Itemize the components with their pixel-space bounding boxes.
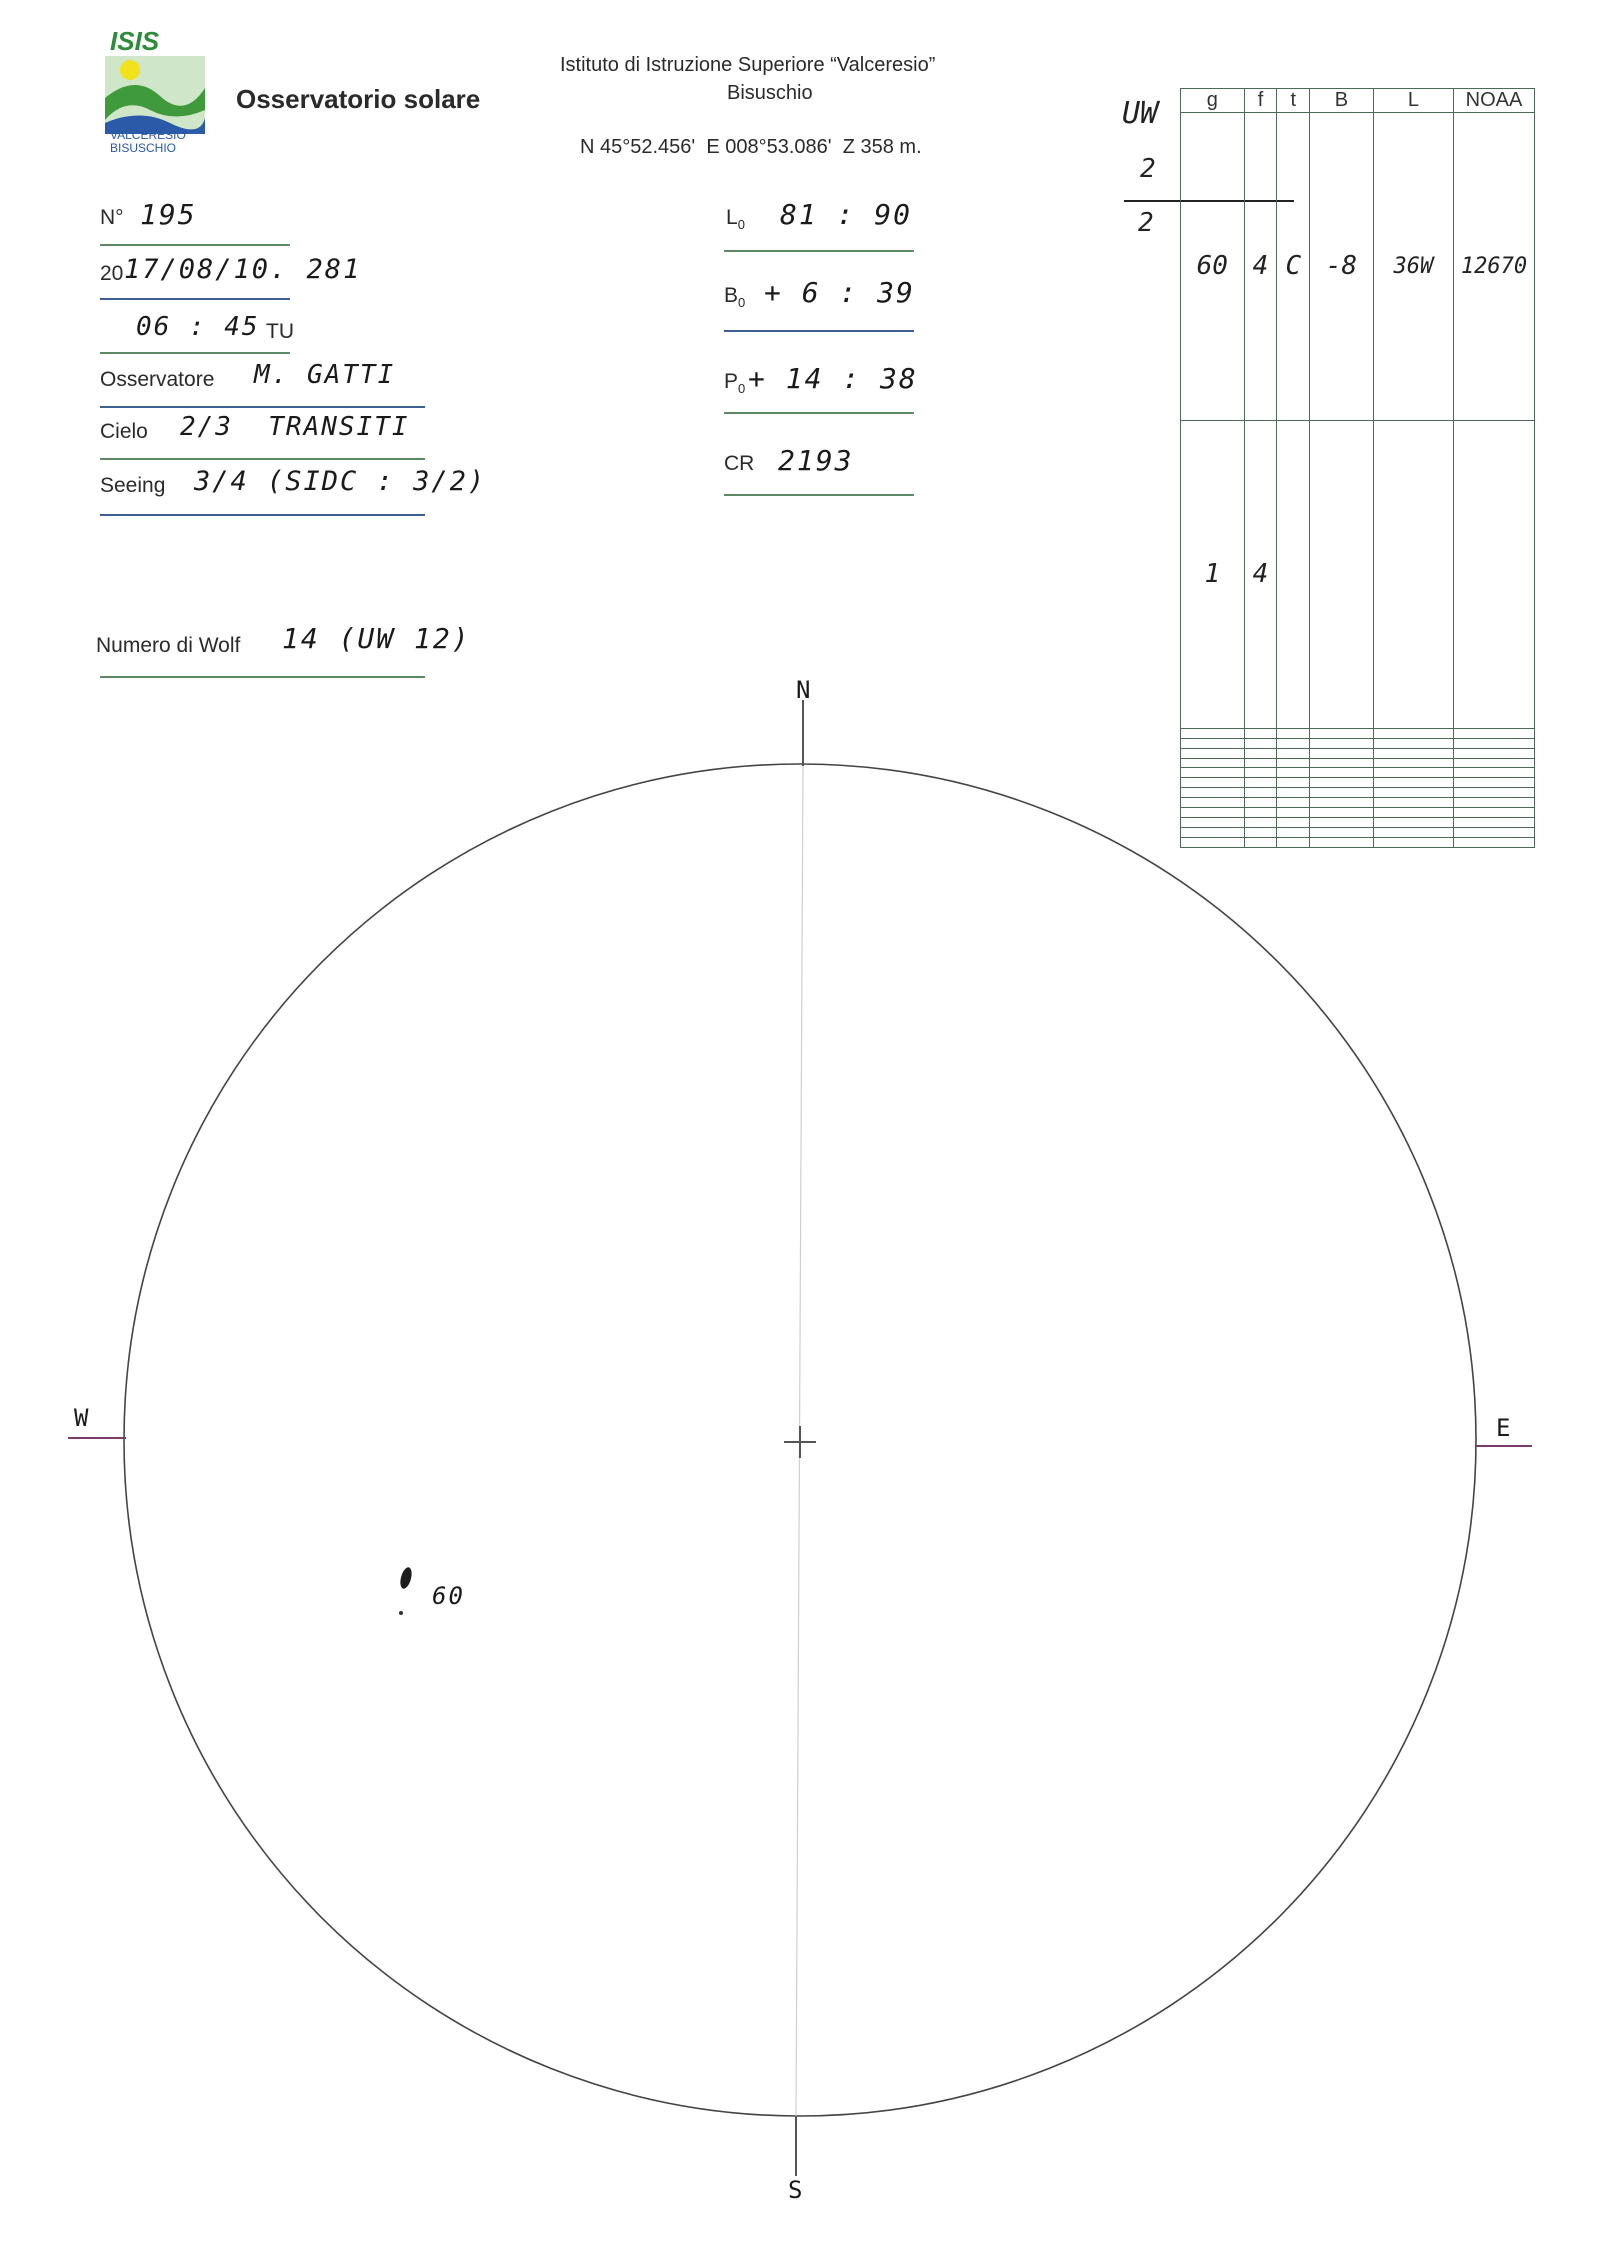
- table-cell-noaa[interactable]: [1454, 768, 1535, 778]
- table-cell-f[interactable]: [1244, 758, 1277, 768]
- number-underline: [100, 244, 290, 246]
- sky-label: Cielo: [100, 420, 148, 443]
- wolf-underline: [100, 676, 425, 678]
- table-cell-noaa[interactable]: [1454, 748, 1535, 758]
- time-underline: [100, 352, 290, 354]
- table-cell-g[interactable]: [1181, 728, 1245, 738]
- table-row: [1181, 837, 1535, 847]
- table-cell-g[interactable]: [1181, 788, 1245, 798]
- table-cell-t[interactable]: [1277, 738, 1310, 748]
- table-cell-noaa[interactable]: [1454, 778, 1535, 788]
- table-cell-l[interactable]: [1373, 798, 1453, 808]
- column-header-g: g: [1181, 89, 1245, 113]
- table-cell-b[interactable]: [1310, 728, 1374, 738]
- sky-value[interactable]: 2/3 TRANSITI: [180, 412, 410, 442]
- table-cell-f[interactable]: [1244, 837, 1277, 847]
- table-row: [1181, 828, 1535, 838]
- column-header-b: B: [1310, 89, 1374, 113]
- table-cell-noaa[interactable]: [1454, 788, 1535, 798]
- table-cell-b[interactable]: [1310, 818, 1374, 828]
- table-row: [1181, 748, 1535, 758]
- number-value[interactable]: 195: [140, 198, 197, 231]
- table-cell-f[interactable]: [1244, 788, 1277, 798]
- observer-underline: [100, 406, 425, 408]
- column-header-t: t: [1277, 89, 1310, 113]
- seeing-underline: [100, 514, 425, 516]
- table-cell-f[interactable]: [1244, 768, 1277, 778]
- table-cell-t[interactable]: [1277, 420, 1310, 728]
- table-cell-f[interactable]: [1244, 778, 1277, 788]
- sunspot-group-60-small: [399, 1611, 403, 1615]
- table-cell-l[interactable]: [1373, 768, 1453, 778]
- table-cell-b[interactable]: [1310, 798, 1374, 808]
- logo-caption-1: VALCERESIO: [110, 128, 186, 142]
- uw-value-row1[interactable]: 2: [1140, 154, 1156, 184]
- table-cell-f[interactable]: [1244, 738, 1277, 748]
- sky-underline: [100, 458, 425, 460]
- institute-town: Bisuschio: [727, 82, 813, 104]
- wolf-value[interactable]: 14 (UW 12): [282, 622, 471, 655]
- table-cell-b[interactable]: [1310, 758, 1374, 768]
- p0-label: [724, 370, 745, 396]
- table-cell-noaa[interactable]: [1454, 758, 1535, 768]
- table-cell-l[interactable]: [1373, 420, 1453, 728]
- table-cell-noaa[interactable]: [1454, 818, 1535, 828]
- table-row: [1181, 778, 1535, 788]
- observatory-coordinates: N 45°52.456' E 008°53.086' Z 358 m.: [580, 136, 922, 158]
- table-cell-g[interactable]: [1181, 798, 1245, 808]
- table-cell-l[interactable]: [1373, 728, 1453, 738]
- table-cell-t[interactable]: [1277, 788, 1310, 798]
- sunspot-group-60-umbra: [398, 1566, 413, 1590]
- table-header-row: [1181, 89, 1535, 113]
- table-cell-f[interactable]: [1244, 818, 1277, 828]
- table-cell-b[interactable]: -8: [1310, 113, 1374, 421]
- page-title: Osservatorio solare: [236, 84, 481, 114]
- table-cell-g[interactable]: [1181, 837, 1245, 847]
- date-underline: [100, 298, 290, 300]
- seeing-value[interactable]: 3/4 (SIDC : 3/2): [194, 466, 487, 497]
- table-cell-g[interactable]: 60: [1181, 113, 1245, 421]
- uw-value-row2[interactable]: 2: [1138, 208, 1154, 238]
- table-row: [1181, 768, 1535, 778]
- column-header-noaa: NOAA: [1454, 89, 1535, 113]
- cr-value[interactable]: 2193: [778, 444, 854, 477]
- table-cell-l[interactable]: [1373, 758, 1453, 768]
- table-cell-t[interactable]: [1277, 758, 1310, 768]
- table-cell-l[interactable]: [1373, 837, 1453, 847]
- table-cell-t[interactable]: [1277, 728, 1310, 738]
- time-unit: TU: [266, 320, 294, 343]
- l0-label: [726, 206, 745, 232]
- date-prefix: 20: [100, 262, 124, 285]
- table-cell-b[interactable]: [1310, 768, 1374, 778]
- table-cell-f[interactable]: [1244, 748, 1277, 758]
- seeing-label: Seeing: [100, 474, 166, 497]
- table-row: [1181, 818, 1535, 828]
- wolf-label: Numero di Wolf: [96, 634, 241, 657]
- table-cell-l[interactable]: [1373, 808, 1453, 818]
- table-row: [1181, 728, 1535, 738]
- table-cell-t[interactable]: [1277, 837, 1310, 847]
- east-label: E: [1496, 1414, 1513, 1442]
- table-cell-g[interactable]: 1: [1181, 420, 1245, 728]
- table-cell-noaa[interactable]: [1454, 837, 1535, 847]
- l0-value[interactable]: 81 : 90: [780, 198, 913, 231]
- l0-letter: L: [726, 206, 738, 229]
- table-cell-l[interactable]: 36W: [1373, 113, 1453, 421]
- north-label: N: [796, 676, 813, 704]
- table-cell-noaa[interactable]: [1454, 420, 1535, 728]
- institute-logo: [100, 28, 220, 158]
- table-cell-t[interactable]: [1277, 768, 1310, 778]
- table-cell-g[interactable]: [1181, 818, 1245, 828]
- table-cell-f[interactable]: [1244, 728, 1277, 738]
- table-cell-g[interactable]: [1181, 738, 1245, 748]
- logo-sun: [120, 60, 140, 80]
- table-cell-b[interactable]: [1310, 828, 1374, 838]
- table-cell-f[interactable]: [1244, 798, 1277, 808]
- table-cell-g[interactable]: [1181, 758, 1245, 768]
- west-label: W: [74, 1404, 91, 1432]
- p0-subscript: 0: [738, 381, 746, 397]
- table-cell-g[interactable]: [1181, 748, 1245, 758]
- table-cell-t[interactable]: C: [1277, 113, 1310, 421]
- table-cell-b[interactable]: [1310, 788, 1374, 798]
- b0-underline: [724, 330, 914, 332]
- table-cell-b[interactable]: [1310, 738, 1374, 748]
- observer-label: Osservatore: [100, 368, 215, 391]
- table-cell-f[interactable]: 4: [1244, 420, 1277, 728]
- table-row: [1181, 113, 1535, 421]
- table-cell-f[interactable]: [1244, 808, 1277, 818]
- observer-value[interactable]: M. GATTI: [254, 360, 396, 390]
- table-cell-noaa[interactable]: 12670: [1454, 113, 1535, 421]
- table-cell-noaa[interactable]: [1454, 828, 1535, 838]
- table-cell-t[interactable]: [1277, 748, 1310, 758]
- table-cell-b[interactable]: [1310, 748, 1374, 758]
- south-label: S: [788, 2176, 805, 2204]
- column-header-l: L: [1373, 89, 1453, 113]
- logo-caption-2: BISUSCHIO: [110, 141, 177, 155]
- table-cell-g[interactable]: [1181, 828, 1245, 838]
- table-cell-noaa[interactable]: [1454, 798, 1535, 808]
- table-cell-f[interactable]: [1244, 828, 1277, 838]
- number-label: N°: [100, 206, 124, 229]
- sunspot-group-label: 60: [432, 1582, 465, 1610]
- table-body: [1181, 113, 1535, 848]
- p0-letter: P: [724, 370, 739, 393]
- table-row: [1181, 808, 1535, 818]
- table-cell-noaa[interactable]: [1454, 738, 1535, 748]
- table-row: [1181, 758, 1535, 768]
- b0-letter: B: [724, 284, 739, 307]
- table-cell-t[interactable]: [1277, 818, 1310, 828]
- uw-header: UW: [1122, 96, 1159, 131]
- table-cell-noaa[interactable]: [1454, 728, 1535, 738]
- table-row: [1181, 420, 1535, 728]
- b0-subscript: 0: [738, 295, 746, 311]
- table-cell-t[interactable]: [1277, 798, 1310, 808]
- table-cell-f[interactable]: 4: [1244, 113, 1277, 421]
- table-cell-g[interactable]: [1181, 808, 1245, 818]
- table-cell-t[interactable]: [1277, 778, 1310, 788]
- date-value[interactable]: 17/08/10. 281: [124, 254, 362, 285]
- p0-underline: [724, 412, 914, 414]
- institute-name: Istituto di Istruzione Superiore “Valceresio”: [560, 54, 936, 76]
- table-cell-b[interactable]: [1310, 837, 1374, 847]
- table-cell-l[interactable]: [1373, 818, 1453, 828]
- b0-label: [724, 284, 745, 310]
- table-cell-l[interactable]: [1373, 778, 1453, 788]
- table-cell-g[interactable]: [1181, 778, 1245, 788]
- table-row: [1181, 738, 1535, 748]
- time-value[interactable]: 06 : 45: [136, 312, 260, 342]
- solar-disk-outline: [124, 764, 1476, 2116]
- table-cell-l[interactable]: [1373, 828, 1453, 838]
- p0-value[interactable]: + 14 : 38: [748, 362, 918, 395]
- table-cell-b[interactable]: [1310, 778, 1374, 788]
- l0-underline: [724, 250, 914, 252]
- table-cell-t[interactable]: [1277, 828, 1310, 838]
- table-cell-noaa[interactable]: [1454, 808, 1535, 818]
- table-cell-l[interactable]: [1373, 738, 1453, 748]
- table-cell-b[interactable]: [1310, 808, 1374, 818]
- table-row: [1181, 798, 1535, 808]
- table-cell-l[interactable]: [1373, 788, 1453, 798]
- cr-underline: [724, 494, 914, 496]
- logo-text: ISIS: [110, 28, 160, 56]
- table-cell-g[interactable]: [1181, 768, 1245, 778]
- central-meridian: [796, 764, 803, 2116]
- table-cell-l[interactable]: [1373, 748, 1453, 758]
- l0-subscript: 0: [737, 217, 745, 233]
- table-cell-t[interactable]: [1277, 808, 1310, 818]
- table-row: [1181, 788, 1535, 798]
- column-header-f: f: [1244, 89, 1277, 113]
- b0-value[interactable]: + 6 : 39: [764, 276, 915, 309]
- cr-label: CR: [724, 452, 755, 475]
- table-cell-b[interactable]: [1310, 420, 1374, 728]
- sunspot-group-table: [1180, 88, 1535, 848]
